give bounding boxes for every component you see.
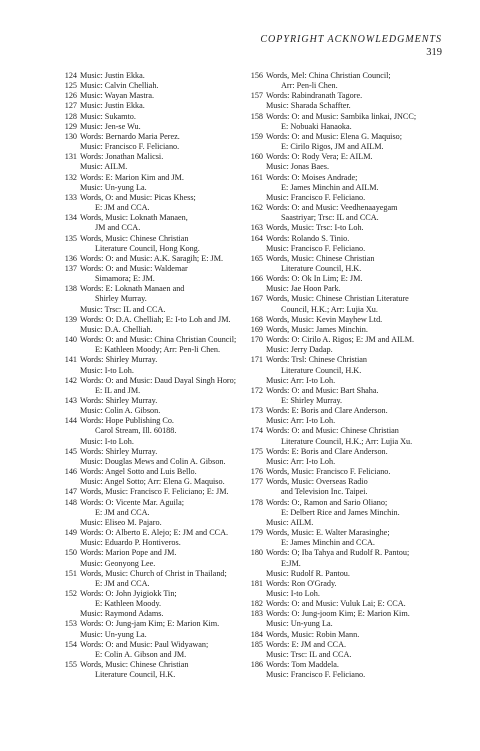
acknowledgment-entry — [60, 447, 232, 467]
acknowledgment-entry — [246, 630, 446, 640]
entry-line: Music: I-to Loh. — [80, 365, 134, 375]
entry-line: Music: Angel Sotto; Arr: Elena G. Maquiso. — [80, 477, 225, 487]
entry-line: Words, Mel: China Christian Council; — [266, 71, 391, 80]
entry-line: Words: Rabindranath Tagore. — [266, 91, 363, 101]
acknowledgment-entry — [246, 294, 446, 314]
entry-line: Literature Council, H.K. — [281, 365, 362, 375]
entry-number: 174 — [250, 426, 263, 436]
acknowledgment-entry — [60, 640, 232, 660]
acknowledgment-entry — [246, 579, 446, 599]
entry-number: 183 — [250, 609, 263, 619]
entry-line: Words: O: Moises Andrade; — [266, 172, 358, 182]
acknowledgment-entry — [246, 254, 446, 274]
entry-line: E: Cirilo Rigos, JM and AILM. — [281, 142, 384, 152]
entry-line: Music: Wayan Mastra. — [80, 91, 154, 101]
entry-line: Words: O: and Music: Daud Dayal Singh Horo; — [80, 375, 237, 385]
entry-line: Carol Stream, Ill. 60188. — [95, 426, 177, 436]
entry-number: 148 — [64, 497, 77, 507]
entry-line: E:JM. — [281, 558, 301, 568]
entry-line: Words: Shirley Murray. — [80, 355, 158, 365]
entry-line: Words: O:, Ramon and Sario Oliano; — [266, 497, 388, 507]
entry-line: E: Colin A. Gibson and JM. — [95, 649, 187, 659]
entry-line: Music: Arr: I-to Loh. — [266, 456, 336, 466]
entry-line: Music: Rudolf R. Pantou. — [266, 568, 350, 578]
entry-line: Music: Francisco F. Feliciano. — [266, 670, 366, 680]
entry-line: Music: Francisco F. Feliciano. — [266, 192, 366, 202]
entry-line: Words: Hope Publishing Co. — [80, 416, 174, 426]
entry-number: 134 — [64, 213, 77, 223]
entry-line: Words: O: and Music: A.K. Saragih; E: JM. — [80, 253, 224, 263]
entry-number: 170 — [250, 335, 263, 345]
entry-line: Words, Music: James Minchin. — [266, 324, 368, 334]
acknowledgment-entry — [60, 589, 232, 619]
acknowledgment-entry — [60, 112, 232, 122]
entry-line: Words, Music: Robin Mann. — [266, 629, 360, 639]
acknowledgment-entry — [246, 548, 446, 578]
entry-number: 182 — [250, 599, 263, 609]
entry-line: Words, Music: Chinese Christian Literature — [266, 294, 409, 304]
entry-line: Words: E: Boris and Clare Anderson. — [266, 406, 388, 416]
acknowledgment-entry — [60, 355, 232, 375]
entry-number: 164 — [250, 233, 263, 243]
entry-number: 172 — [250, 385, 263, 395]
entry-line: Words: O: and Music: Veedhenaayegam — [266, 203, 398, 213]
acknowledgment-entry — [246, 112, 446, 132]
acknowledgment-entry — [60, 101, 232, 111]
acknowledgment-entry — [60, 173, 232, 193]
entry-line: Music: Eduardo P. Hontiveros. — [80, 538, 181, 548]
entry-line: Words, Music: Chinese Christian — [266, 253, 375, 263]
entry-line: E: James Minchin and AILM. — [281, 182, 379, 192]
acknowledgment-entry — [246, 467, 446, 477]
entry-line: Music: Trsc: IL and CCA. — [266, 649, 352, 659]
entry-line: Words: O: Rody Vera; E: AILM. — [266, 152, 373, 162]
entry-line: Music: Un-yung La. — [80, 182, 147, 192]
entry-line: Simamora; E: JM. — [95, 274, 155, 284]
acknowledgment-entry — [246, 173, 446, 203]
acknowledgment-entry — [246, 599, 446, 609]
acknowledgment-entry — [246, 203, 446, 223]
entry-line: Music: Jerry Dadap. — [266, 345, 333, 355]
entry-number: 169 — [250, 324, 263, 334]
entry-number: 139 — [64, 314, 77, 324]
entry-line: Words: E: Boris and Clare Anderson. — [266, 446, 388, 456]
entry-line: Words, Music: Church of Christ in Thailand; — [80, 568, 227, 578]
acknowledgment-entry — [246, 447, 446, 467]
acknowledgment-entry — [60, 193, 232, 213]
entry-line: E: JM and CCA. — [95, 203, 150, 213]
entry-line: Words: O: Alberto E. Alejo; E: JM and CCA. — [80, 528, 229, 538]
entry-number: 163 — [250, 223, 263, 233]
entry-number: 160 — [250, 152, 263, 162]
acknowledgment-entry — [246, 406, 446, 426]
entry-number: 130 — [64, 131, 77, 141]
acknowledgment-entry — [60, 619, 232, 639]
entry-line: Music: Arr: I-to Loh. — [266, 416, 336, 426]
acknowledgment-entry — [60, 152, 232, 172]
acknowledgment-entry — [246, 477, 446, 497]
entry-line: Words: E: Marion Kim and JM. — [80, 172, 184, 182]
entry-line: Words: O: and Music: Chinese Christian — [266, 426, 399, 436]
acknowledgment-entry — [60, 660, 232, 680]
entry-number: 144 — [64, 416, 77, 426]
entry-number: 132 — [64, 172, 77, 182]
page-number: 319 — [426, 47, 442, 58]
entry-line: Music: Colin A. Gibson. — [80, 406, 161, 416]
entry-line: Music: AILM. — [80, 162, 128, 172]
entry-number: 124 — [64, 71, 77, 80]
entry-line: Words, Music: Chinese Christian — [80, 660, 189, 670]
acknowledgment-entry — [60, 213, 232, 233]
entry-number: 136 — [64, 253, 77, 263]
entry-line: Music: Calvin Chelliah. — [80, 81, 159, 91]
entry-line: E: Shirley Murray. — [281, 396, 343, 405]
entry-number: 129 — [64, 121, 77, 131]
acknowledgment-entry — [60, 528, 232, 548]
entry-line: Words: Shirley Murray. — [80, 446, 158, 456]
acknowledgment-entry — [246, 660, 446, 680]
acknowledgment-entry — [60, 264, 232, 284]
acknowledgment-entry — [60, 132, 232, 152]
entry-line: Music: I-to Loh. — [80, 436, 134, 446]
acknowledgment-entry — [246, 274, 446, 294]
entry-number: 153 — [64, 619, 77, 629]
entry-number: 143 — [64, 396, 77, 405]
entry-line: Music: Trsc: IL and CCA. — [80, 304, 166, 314]
entry-number: 141 — [64, 355, 77, 365]
acknowledgment-entry — [246, 152, 446, 172]
entry-line: Words: Jonathan Malicsi. — [80, 152, 164, 162]
acknowledgment-entry — [60, 416, 232, 446]
entry-line: Words, Music: E. Walter Marasinghe; — [266, 528, 390, 538]
entry-line: Words: E: Loknath Manaen and — [80, 284, 185, 294]
acknowledgment-entry — [246, 315, 446, 325]
acknowledgment-entry — [60, 234, 232, 254]
entry-line: E: JM and CCA. — [95, 578, 150, 588]
entry-line: Words: Shirley Murray. — [80, 396, 158, 405]
entry-line: Words, Music: Chinese Christian — [80, 233, 189, 243]
entry-number: 166 — [250, 274, 263, 284]
entry-number: 135 — [64, 233, 77, 243]
acknowledgment-entry — [246, 91, 446, 111]
entry-line: E: JM and CCA. — [95, 507, 150, 517]
entry-line: Words: O; Iba Tahya and Rudolf R. Pantou; — [266, 548, 410, 558]
entry-line: Saastriyar; Trsc: IL and CCA. — [281, 213, 379, 223]
entry-number: 138 — [64, 284, 77, 294]
entry-line: Words, Music: Francisco F. Feliciano. — [266, 467, 391, 477]
entry-number: 168 — [250, 314, 263, 324]
entry-number: 180 — [250, 548, 263, 558]
entry-line: Words: O: and Music: Paul Widyawan; — [80, 639, 209, 649]
entry-line: Music: D.A. Chelliah. — [80, 324, 153, 334]
entry-line: Words: Trsl: Chinese Christian — [266, 355, 368, 365]
entry-line: Music: Geonyong Lee. — [80, 558, 156, 568]
entry-line: Music: Francisco F. Feliciano. — [266, 243, 366, 253]
entry-line: Words: O: and Music: Vuluk Lai; E: CCA. — [266, 599, 406, 609]
entry-number: 165 — [250, 253, 263, 263]
entry-line: Words: Marion Pope and JM. — [80, 548, 177, 558]
entry-number: 171 — [250, 355, 263, 365]
running-header-title: COPYRIGHT ACKNOWLEDGMENTS — [260, 34, 442, 45]
entry-number: 133 — [64, 192, 77, 202]
entry-line: Words: E: JM and CCA. — [266, 639, 347, 649]
entry-line: Words, Music: Overseas Radio — [266, 477, 368, 487]
entry-line: Words: O: Ok In Lim; E: JM. — [266, 274, 363, 284]
entry-line: Words, O: and Music: Picas Khess; — [80, 192, 196, 202]
entry-line: and Television Inc. Taipei. — [281, 487, 368, 497]
entry-number: 137 — [64, 263, 77, 273]
entry-line: Music: Justin Ekka. — [80, 71, 145, 80]
entry-line: Music: Jonas Baes. — [266, 162, 329, 172]
entry-line: E: Delbert Rice and James Minchin. — [281, 507, 400, 517]
entry-line: Words, Music: Francisco F. Feliciano; E: JM. — [80, 487, 229, 497]
acknowledgment-entry — [60, 71, 232, 81]
acknowledgment-entry — [246, 335, 446, 355]
entry-number: 175 — [250, 446, 263, 456]
entry-line: Words, Music: Kevin Mayhew Ltd. — [266, 314, 383, 324]
acknowledgment-entry — [246, 498, 446, 528]
entry-line: Literature Council, H.K.; Arr: Lujia Xu. — [281, 436, 413, 446]
entry-number: 176 — [250, 467, 263, 477]
acknowledgment-entry — [246, 234, 446, 254]
acknowledgment-entry — [60, 396, 232, 416]
entry-number: 147 — [64, 487, 77, 497]
entry-line: Music: AILM. — [266, 517, 314, 527]
acknowledgment-entry — [246, 132, 446, 152]
entry-line: Words: Ron O'Grady. — [266, 578, 337, 588]
entry-number: 125 — [64, 81, 77, 91]
entry-number: 154 — [64, 639, 77, 649]
entry-line: Literature Council, H.K. — [95, 670, 176, 680]
acknowledgment-entry — [246, 528, 446, 548]
acknowledgment-entry — [60, 498, 232, 528]
entry-number: 151 — [64, 568, 77, 578]
entry-line: Words: Angel Sotto and Luis Bello. — [80, 467, 197, 477]
acknowledgment-entry — [60, 315, 232, 335]
entry-number: 178 — [250, 497, 263, 507]
entry-line: Music: Justin Ekka. — [80, 101, 145, 111]
acknowledgment-entry — [60, 569, 232, 589]
entry-number: 167 — [250, 294, 263, 304]
entry-number: 146 — [64, 467, 77, 477]
entry-number: 181 — [250, 578, 263, 588]
entry-line: Words, Music: Trsc: I-to Loh. — [266, 223, 364, 233]
entry-line: Words: O: and Music: Elena G. Maquiso; — [266, 131, 403, 141]
entry-line: Music: Sukamto. — [80, 111, 136, 121]
acknowledgment-entry — [246, 386, 446, 406]
acknowledgment-entry — [60, 467, 232, 487]
entry-number: 131 — [64, 152, 77, 162]
entry-line: Words: O: John Jyigiokk Tin; — [80, 588, 177, 598]
acknowledgment-entry — [60, 548, 232, 568]
acknowledgment-entry — [246, 609, 446, 629]
acknowledgment-entry — [60, 284, 232, 314]
acknowledgment-entry — [246, 426, 446, 446]
entry-line: Music: Jen-se Wu. — [80, 121, 141, 131]
entry-line: Literature Council, H.K. — [281, 263, 362, 273]
entry-line: Music: Arr: I-to Loh. — [266, 375, 336, 385]
entry-line: Words: Bernardo Maria Perez. — [80, 131, 180, 141]
entry-line: E: Kathleen Moody; Arr: Pen-li Chen. — [95, 345, 221, 355]
acknowledgment-entry — [246, 223, 446, 233]
acknowledgment-entry — [246, 640, 446, 660]
entry-number: 179 — [250, 528, 263, 538]
entry-line: Shirley Murray. — [95, 294, 147, 304]
entry-line: Words: O: and Music: China Christian Council; — [80, 335, 237, 345]
entry-number: 156 — [250, 71, 263, 80]
entry-number: 158 — [250, 111, 263, 121]
acknowledgment-entry — [60, 375, 237, 396]
entry-line: Music: Un-yung La. — [266, 619, 333, 629]
acknowledgment-entry — [60, 254, 232, 264]
entry-number: 128 — [64, 111, 77, 121]
entry-line: Words: O: Jung-joom Kim; E: Marion Kim. — [266, 609, 410, 619]
entry-number: 177 — [250, 477, 263, 487]
entry-line: Words: O: Jung-jam Kim; E: Marion Kim. — [80, 619, 220, 629]
entry-line: E: James Minchin and CCA. — [281, 538, 375, 548]
entry-line: Council, H.K.; Arr: Lujia Xu. — [281, 304, 378, 314]
entry-line: Music: Un-yung La. — [80, 629, 147, 639]
entry-line: Music: Sharada Schaffter. — [266, 101, 351, 111]
entry-line: Words: Tom Maddela. — [266, 660, 339, 670]
entry-line: JM and CCA. — [95, 223, 141, 233]
acknowledgment-entry — [246, 355, 446, 385]
entry-number: 142 — [64, 375, 77, 385]
entry-number: 186 — [250, 660, 263, 670]
entry-line: Words: O: Cirilo A. Rigos; E: JM and AILM. — [266, 335, 415, 345]
entry-line: Music: Jae Hoon Park. — [266, 284, 341, 294]
entry-line: Music: Raymond Adams. — [80, 609, 164, 619]
acknowledgment-entry — [60, 122, 232, 132]
entry-number: 127 — [64, 101, 77, 111]
entry-number: 184 — [250, 629, 263, 639]
entry-number: 157 — [250, 91, 263, 101]
entry-number: 173 — [250, 406, 263, 416]
entry-line: Words: O: and Music: Bart Shaha. — [266, 385, 379, 395]
entry-line: Words: O: and Music: Sambika linkai, JNCC; — [266, 111, 417, 121]
entry-number: 159 — [250, 131, 263, 141]
entry-number: 140 — [64, 335, 77, 345]
entry-line: Literature Council, Hong Kong. — [95, 243, 200, 253]
entry-number: 145 — [64, 446, 77, 456]
entry-line: Words: O: and Music: Waldemar — [80, 263, 188, 273]
entry-line: Arr: Pen-li Chen. — [281, 81, 338, 91]
entry-line: E: Nobuaki Hanaoka. — [281, 121, 352, 131]
entry-number: 152 — [64, 588, 77, 598]
entry-number: 155 — [64, 660, 77, 670]
entry-line: Music: Douglas Mews and Colin A. Gibson. — [80, 456, 226, 466]
entry-line: Words: Rolando S. Tinio. — [266, 233, 350, 243]
acknowledgment-entry — [60, 81, 232, 91]
entry-number: 185 — [250, 639, 263, 649]
acknowledgment-entry — [60, 335, 237, 355]
right-column — [246, 71, 446, 680]
acknowledgment-entry — [60, 91, 232, 101]
left-column — [60, 71, 237, 680]
acknowledgment-entry — [246, 71, 446, 91]
entry-number: 161 — [250, 172, 263, 182]
entry-line: Music: Francisco F. Feliciano. — [80, 142, 180, 152]
entry-line: Words: O: Vicente Mar. Aguila; — [80, 497, 184, 507]
entry-line: Words, Music: Loknath Manaen, — [80, 213, 188, 223]
entry-number: 126 — [64, 91, 77, 101]
entry-number: 162 — [250, 203, 263, 213]
entry-number: 149 — [64, 528, 77, 538]
entry-line: Music: Eliseo M. Pajaro. — [80, 517, 162, 527]
entry-line: E: IL and JM. — [95, 385, 141, 395]
entry-line: E: Kathleen Moody. — [95, 599, 162, 609]
entry-line: Words: O: D.A. Chelliah; E: I-to Loh and JM. — [80, 314, 231, 324]
acknowledgment-entry — [60, 487, 232, 497]
entry-line: Music: I-to Loh. — [266, 588, 320, 598]
acknowledgment-entry — [246, 325, 446, 335]
entry-number: 150 — [64, 548, 77, 558]
